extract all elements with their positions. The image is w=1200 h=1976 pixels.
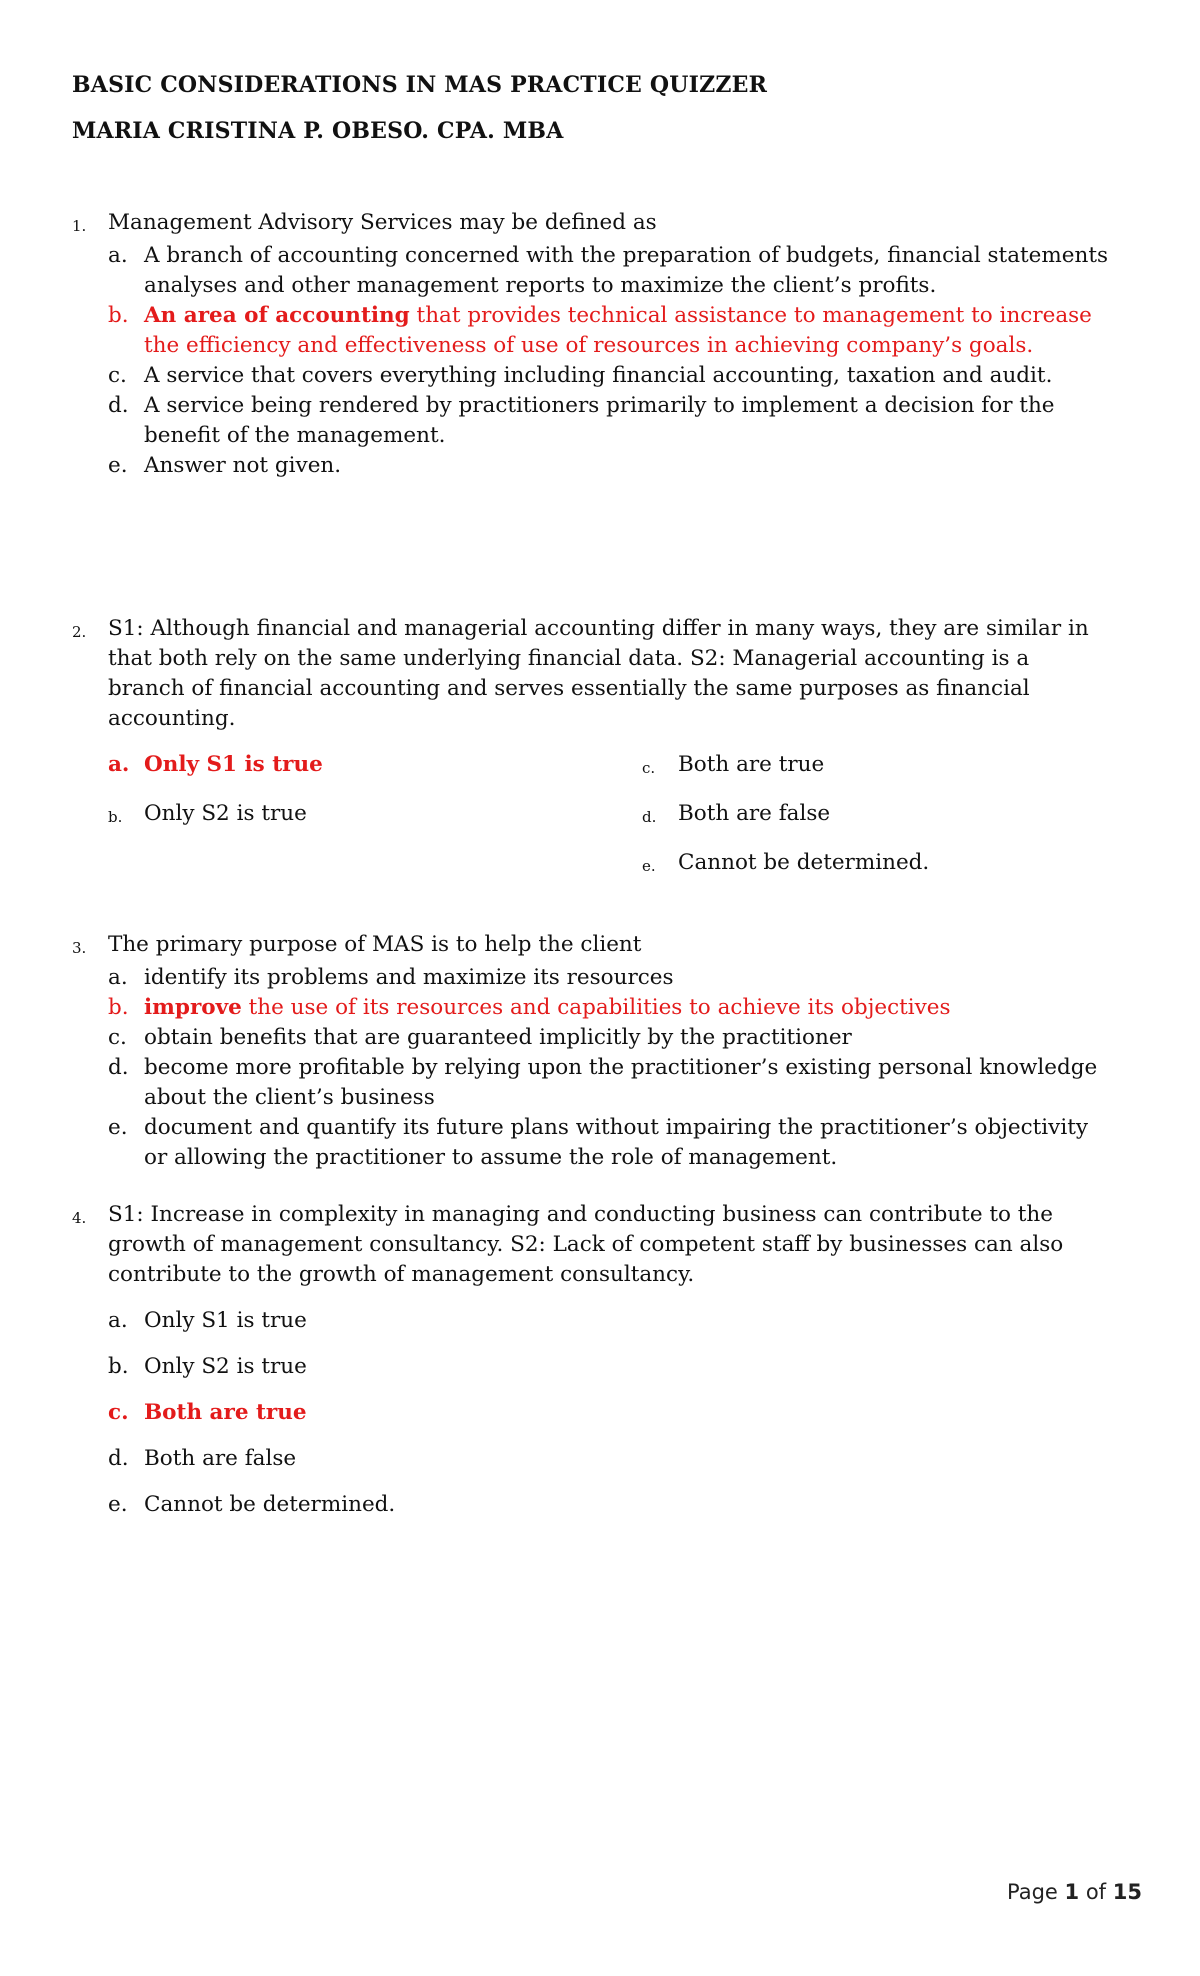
option-text: Only S2 is true [144, 801, 307, 826]
option-text: Both are true [678, 752, 825, 777]
question-text: Management Advisory Services may be defined as [108, 210, 657, 235]
option-c [72, 1023, 1110, 1053]
option-a [72, 963, 1110, 993]
option-letter: c. [108, 1025, 127, 1050]
option-text: obtain benefits that are guaranteed implicitly by the practitioner [144, 1025, 852, 1050]
page-total: 15 [1112, 1880, 1142, 1904]
of-word: of [1085, 1880, 1107, 1904]
option-text: become more profitable by relying upon the practitioner’s existing personal knowledge about the client’s business [144, 1055, 1098, 1110]
option-text: Only S2 is true [144, 1354, 307, 1379]
option-letter: d. [642, 808, 657, 826]
options-grid [72, 750, 1110, 881]
option-c [72, 361, 1110, 391]
option-letter: e. [642, 857, 656, 875]
option-letter: b. [108, 808, 123, 826]
option-e [72, 451, 1110, 481]
option-text: Cannot be determined. [144, 1492, 396, 1517]
option-a-correct [72, 750, 642, 783]
option-text: Both are true [144, 1400, 307, 1425]
page-number: 1 [1064, 1880, 1080, 1904]
option-b [72, 1352, 1110, 1382]
page-footer [1007, 1880, 1142, 1904]
option-d [72, 391, 1110, 451]
option-letter: a. [108, 965, 128, 990]
option-letter: a. [108, 752, 130, 777]
option-text: A service that covers everything including financial accounting, taxation and audit. [144, 363, 1053, 388]
options-list [72, 241, 1110, 481]
option-d [72, 1053, 1110, 1113]
question-number: 2. [72, 623, 87, 641]
options-list [72, 963, 1110, 1173]
option-b-correct [72, 993, 1110, 1023]
option-text: Both are false [678, 801, 831, 826]
option-text: Cannot be determined. [678, 850, 930, 875]
option-a [72, 1306, 1110, 1336]
option-letter: c. [108, 363, 127, 388]
option-e [72, 1113, 1110, 1173]
option-text: document and quantify its future plans without impairing the practitioner’s objectivity or allowing the practitioner to assume the role of management. [144, 1115, 1088, 1170]
option-letter: b. [108, 1354, 129, 1379]
option-d [642, 799, 1110, 832]
option-c-correct [72, 1398, 1110, 1428]
option-letter: a. [108, 243, 128, 268]
option-e [642, 848, 1110, 881]
option-e [72, 1490, 1110, 1520]
empty-cell [72, 848, 642, 881]
option-text: Only S1 is true [144, 752, 323, 777]
option-bold-text: An area of accounting [144, 303, 410, 328]
option-d [72, 1444, 1110, 1474]
question-text: The primary purpose of MAS is to help the client [108, 932, 642, 957]
option-bold-text: improve [144, 995, 242, 1020]
option-text: identify its problems and maximize its resources [144, 965, 674, 990]
option-text: the use of its resources and capabilities to achieve its objectives [241, 995, 951, 1020]
option-letter: a. [108, 1308, 128, 1333]
question-text: S1: Although financial and managerial accounting differ in many ways, they are similar in that both rely on the same underlying financial data. S2: Managerial accounting is a branch of financial accounting and serves essentially the same purposes as financial accounting. [108, 616, 1089, 731]
question-text: S1: Increase in complexity in managing and conducting business can contribute to the growth of management consultancy. S2: Lack of competent staff by businesses can also contribute to the growth of management consultancy. [108, 1202, 1064, 1287]
question-number: 1. [72, 217, 87, 235]
question-2 [72, 614, 1110, 881]
option-b [72, 799, 642, 832]
option-text: A service being rendered by practitioners primarily to implement a decision for the benefit of the management. [144, 393, 1055, 448]
option-letter: c. [642, 759, 656, 777]
page-word: Page [1006, 1880, 1058, 1904]
option-letter: d. [108, 1446, 129, 1471]
option-text: A branch of accounting concerned with the preparation of budgets, financial statements analyses and other management reports to maximize the client’s profits. [144, 243, 1109, 298]
option-letter: c. [108, 1400, 129, 1425]
option-text: Answer not given. [144, 453, 342, 478]
option-letter: e. [108, 453, 128, 478]
option-text: Only S1 is true [144, 1308, 307, 1333]
option-c [642, 750, 1110, 783]
option-text: that provides technical assistance to management to increase the efficiency and effectiveness of use of resources in achieving company’s goals. [144, 303, 1092, 358]
option-letter: d. [108, 1055, 129, 1080]
question-3 [72, 930, 1110, 1173]
document-title: BASIC CONSIDERATIONS IN MAS PRACTICE QUIZZER [72, 72, 768, 98]
question-number: 4. [72, 1209, 87, 1227]
options-list [72, 1306, 1110, 1520]
option-b-correct [72, 301, 1110, 361]
question-number: 3. [72, 939, 87, 957]
option-letter: d. [108, 393, 129, 418]
option-letter: e. [108, 1492, 128, 1517]
option-letter: b. [108, 995, 129, 1020]
question-1 [72, 208, 1110, 481]
option-a [72, 241, 1110, 301]
question-4 [72, 1200, 1110, 1520]
option-letter: b. [108, 303, 129, 328]
option-letter: e. [108, 1115, 128, 1140]
option-text: Both are false [144, 1446, 297, 1471]
author-line: MARIA CRISTINA P. OBESO. CPA. MBA [72, 118, 564, 144]
